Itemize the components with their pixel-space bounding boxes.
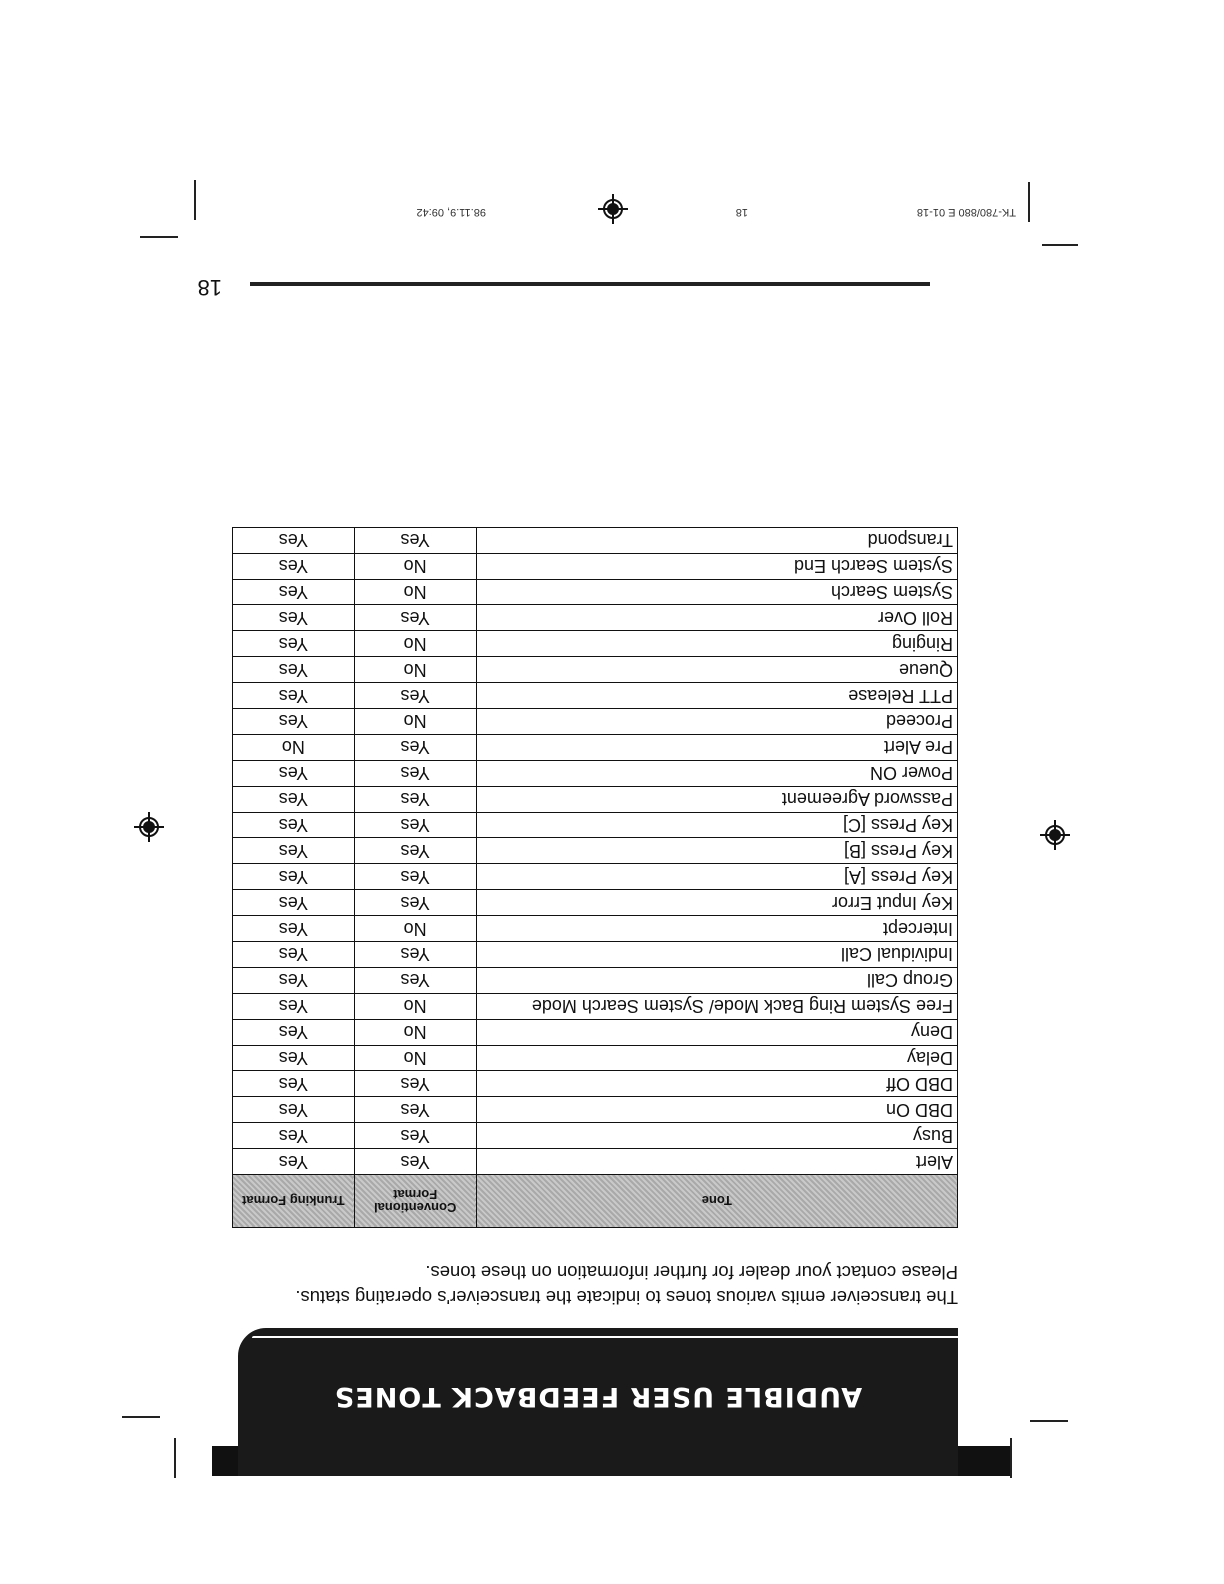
registration-target-icon (598, 194, 628, 224)
trunking-cell: Yes (233, 916, 355, 942)
conventional-cell: No (354, 1019, 476, 1045)
crop-mark (122, 1416, 160, 1418)
conventional-cell: Yes (354, 838, 476, 864)
trunking-cell: Yes (233, 890, 355, 916)
tone-cell: Queue (476, 657, 957, 683)
table-row (233, 579, 958, 605)
tone-cell: Pre Alert (476, 734, 957, 760)
crop-mark (194, 180, 196, 220)
tone-cell: System Search (476, 579, 957, 605)
conventional-cell: Yes (354, 1071, 476, 1097)
table-row (233, 631, 958, 657)
intro-line: Please contact your dealer for further information on these tones. (425, 1262, 958, 1283)
tone-cell: Power ON (476, 760, 957, 786)
table-row (233, 734, 958, 760)
conventional-cell: No (354, 553, 476, 579)
conventional-cell: Yes (354, 967, 476, 993)
crop-mark (174, 1438, 176, 1478)
conventional-cell: No (354, 579, 476, 605)
trunking-cell: Yes (233, 553, 355, 579)
trunking-cell: Yes (233, 605, 355, 631)
conventional-cell: No (354, 657, 476, 683)
tone-cell: Alert (476, 1149, 957, 1175)
trunking-cell: Yes (233, 1123, 355, 1149)
trunking-cell: Yes (233, 1019, 355, 1045)
conventional-cell: Yes (354, 527, 476, 553)
column-header-tone: Tone (476, 1175, 957, 1228)
table-row (233, 1045, 958, 1071)
conventional-cell: No (354, 916, 476, 942)
tone-cell: PTT Release (476, 683, 957, 709)
trunking-cell: Yes (233, 527, 355, 553)
tone-cell: Deny (476, 1019, 957, 1045)
table-row (233, 1123, 958, 1149)
table-row (233, 553, 958, 579)
registration-target-icon (1040, 820, 1070, 850)
table-row (233, 916, 958, 942)
tone-cell: Delay (476, 1045, 957, 1071)
conventional-cell: Yes (354, 683, 476, 709)
table-row (233, 708, 958, 734)
table-row (233, 1097, 958, 1123)
trunking-cell: Yes (233, 683, 355, 709)
table-row (233, 1071, 958, 1097)
page-title: AUDIBLE USER FEEDBACK TONES (333, 1381, 863, 1412)
crop-mark (1028, 182, 1030, 222)
column-header-trunking: Trunking Format (233, 1175, 355, 1228)
page-rule (250, 282, 930, 286)
trunking-cell: Yes (233, 941, 355, 967)
tone-cell: Ringing (476, 631, 957, 657)
tone-cell: Key Press [C] (476, 812, 957, 838)
table-row (233, 838, 958, 864)
table-row (233, 527, 958, 553)
conventional-cell: No (354, 1045, 476, 1071)
trunking-cell: Yes (233, 1149, 355, 1175)
conventional-cell: Yes (354, 1149, 476, 1175)
trunking-cell: Yes (233, 838, 355, 864)
table-row (233, 812, 958, 838)
tone-cell: Proceed (476, 708, 957, 734)
tone-cell: Transpond (476, 527, 957, 553)
column-header-conventional: Conventional Format (354, 1175, 476, 1228)
conventional-cell: Yes (354, 786, 476, 812)
trunking-cell: Yes (233, 631, 355, 657)
tone-cell: DBD On (476, 1097, 957, 1123)
tone-cell: Free System Ring Back Mode/ System Search Mode (476, 993, 957, 1019)
page-number: 18 (197, 275, 222, 300)
tone-cell: Group Call (476, 967, 957, 993)
slug-date: 98.11.9, 09:42 (416, 206, 486, 218)
conventional-cell: No (354, 993, 476, 1019)
intro-paragraph (218, 1260, 958, 1310)
registration-target-icon (134, 812, 164, 842)
trunking-cell: Yes (233, 1071, 355, 1097)
table-row (233, 683, 958, 709)
trunking-cell: Yes (233, 1045, 355, 1071)
trunking-cell: Yes (233, 864, 355, 890)
intro-line: The transceiver emits various tones to indicate the transceiver's operating status. (295, 1287, 958, 1308)
conventional-cell: No (354, 631, 476, 657)
trunking-cell: Yes (233, 812, 355, 838)
conventional-cell: Yes (354, 890, 476, 916)
crop-mark (140, 236, 178, 238)
table-row (233, 760, 958, 786)
table-row (233, 890, 958, 916)
table-row (233, 1149, 958, 1175)
slug-page: 18 (735, 206, 748, 218)
section-header-band (238, 1328, 958, 1476)
trunking-cell: Yes (233, 760, 355, 786)
tone-cell: Key Press [A] (476, 864, 957, 890)
tone-cell: Key Input Error (476, 890, 957, 916)
trunking-cell: No (233, 734, 355, 760)
tone-cell: DBD Off (476, 1071, 957, 1097)
crop-mark (1010, 1438, 1012, 1478)
table-row (233, 605, 958, 631)
trunking-cell: Yes (233, 786, 355, 812)
conventional-cell: Yes (354, 760, 476, 786)
table-body (233, 527, 958, 1174)
trunking-cell: Yes (233, 657, 355, 683)
conventional-cell: Yes (354, 941, 476, 967)
table-row (233, 657, 958, 683)
tone-cell: Intercept (476, 916, 957, 942)
conventional-cell: Yes (354, 1123, 476, 1149)
conventional-cell: No (354, 708, 476, 734)
tone-cell: Busy (476, 1123, 957, 1149)
conventional-cell: Yes (354, 605, 476, 631)
table-row (233, 864, 958, 890)
tone-cell: Roll Over (476, 605, 957, 631)
trunking-cell: Yes (233, 967, 355, 993)
conventional-cell: Yes (354, 812, 476, 838)
conventional-cell: Yes (354, 1097, 476, 1123)
table-row (233, 941, 958, 967)
conventional-cell: Yes (354, 864, 476, 890)
slug-file: TK-780/880 E 01-18 (916, 206, 1016, 218)
crop-mark (1030, 1420, 1068, 1422)
trunking-cell: Yes (233, 579, 355, 605)
table-row (233, 993, 958, 1019)
tone-cell: System Search End (476, 553, 957, 579)
table-row (233, 786, 958, 812)
conventional-cell: Yes (354, 734, 476, 760)
trunking-cell: Yes (233, 993, 355, 1019)
trunking-cell: Yes (233, 708, 355, 734)
table-row (233, 1019, 958, 1045)
table-header-row (233, 1175, 958, 1228)
crop-mark (1042, 244, 1078, 246)
tone-cell: Password Agreement (476, 786, 957, 812)
table-row (233, 967, 958, 993)
tone-cell: Individual Call (476, 941, 957, 967)
trunking-cell: Yes (233, 1097, 355, 1123)
tone-table (232, 527, 958, 1228)
tone-cell: Key Press [B] (476, 838, 957, 864)
